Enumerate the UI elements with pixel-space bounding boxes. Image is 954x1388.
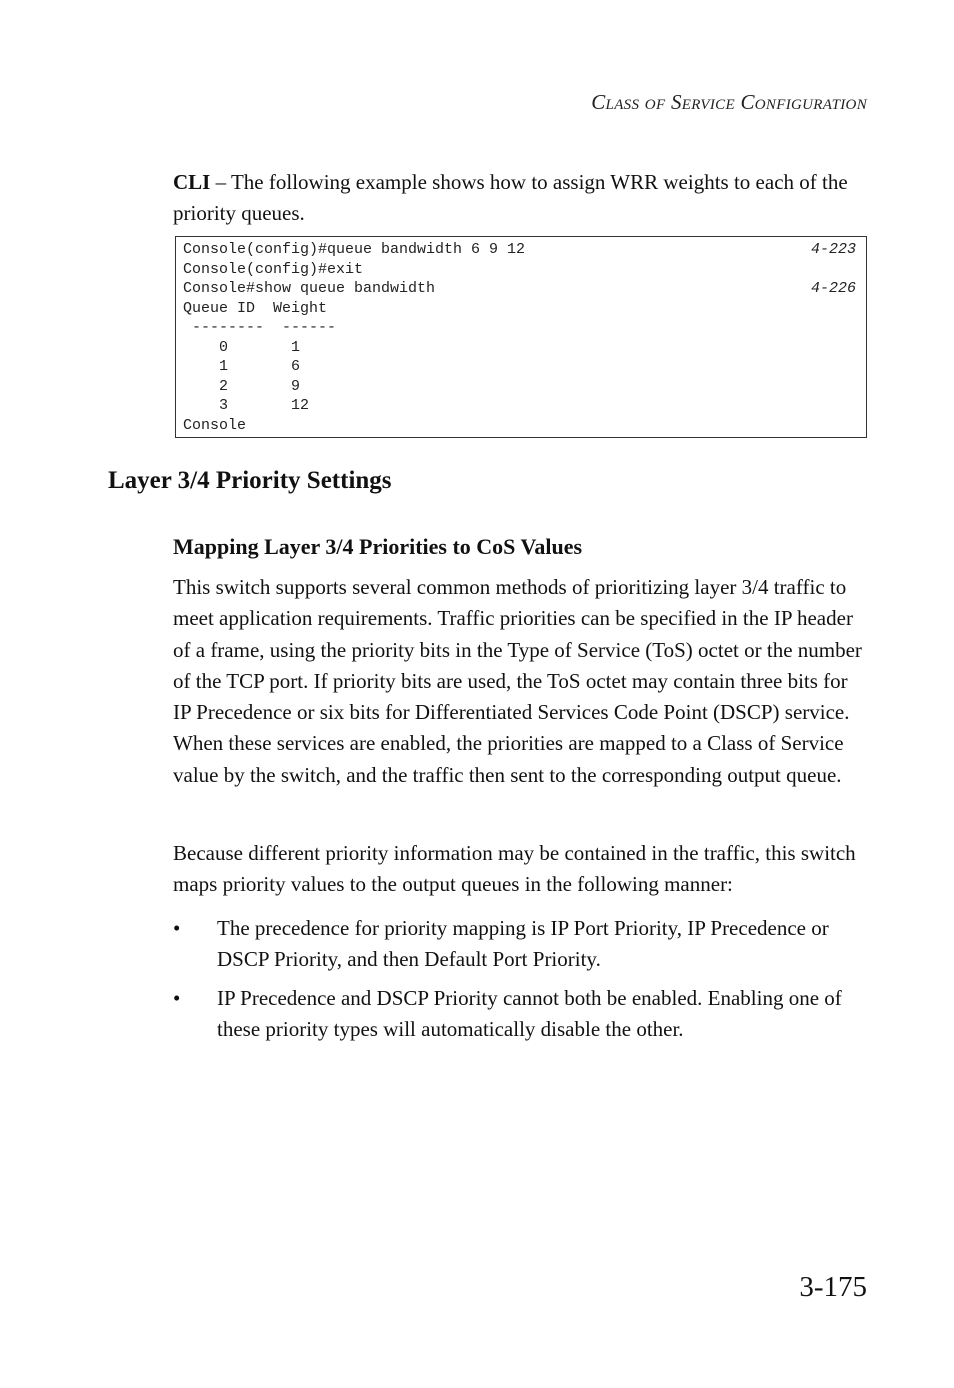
- body-paragraph: Because different priority information may be contained in the traffic, this switch maps priority values to the output queues in the following manner:: [173, 841, 856, 897]
- code-line: [183, 299, 856, 319]
- page-number: 3-175: [799, 1271, 867, 1303]
- code-line: [183, 357, 856, 377]
- code-text: 0 1: [183, 338, 301, 356]
- code-text: Console: [183, 416, 247, 434]
- code-page-ref: 4-226: [810, 280, 856, 297]
- code-text: 3 12: [183, 397, 310, 414]
- list-item: [173, 983, 868, 1045]
- code-line: [183, 377, 856, 397]
- list-item-text: The precedence for priority mapping is IP Port Priority, IP Precedence or DSCP Priority, and then Default Port Priority.: [217, 916, 829, 971]
- code-line: [183, 318, 856, 338]
- cli-code-example: [175, 236, 867, 438]
- running-header: Class of Service Configuration: [591, 90, 867, 114]
- subsection-heading: Mapping Layer 3/4 Priorities to CoS Values: [173, 534, 583, 559]
- code-text: 1 6: [183, 358, 301, 375]
- cli-intro: [173, 167, 873, 229]
- bullet-icon: •: [173, 916, 181, 940]
- code-text: Console#show queue bandwidth: [183, 280, 436, 297]
- list-item-text: IP Precedence and DSCP Priority cannot both be enabled. Enabling one of these priority types will automatically disable the other.: [217, 986, 842, 1041]
- section-heading: Layer 3/4 Priority Settings: [108, 467, 392, 494]
- code-text: 2 9: [183, 377, 301, 395]
- cli-label: CLI: [173, 170, 211, 194]
- code-line: [183, 260, 856, 280]
- code-line: [183, 279, 856, 299]
- code-text: -------- ------: [183, 319, 337, 336]
- bullet-list: [173, 913, 868, 1053]
- body-paragraph: This switch supports several common methods of prioritizing layer 3/4 traffic to meet application requirements. Traffic priorities can be specified in the IP header of a frame, using the priority bits in the Type of Service (ToS) octet or the number of the TCP port. If priority bits are used, the ToS octet may contain three bits for IP Precedence or six bits for Differentiated Services Code Point (DSCP) service. When these services are enabled, the priorities are mapped to a Class of Service value by the switch, and the traffic then sent to the corresponding output queue.: [173, 575, 862, 787]
- code-line: [183, 396, 856, 416]
- cli-intro-text: – The following example shows how to assign WRR weights to each of the priority queues.: [173, 170, 848, 225]
- bullet-icon: •: [173, 986, 181, 1010]
- code-page-ref: 4-223: [810, 241, 856, 258]
- code-line: [183, 240, 856, 260]
- code-text: Queue ID Weight: [183, 299, 328, 317]
- list-item: [173, 913, 868, 975]
- code-text: Console(config)#queue bandwidth 6 9 12: [183, 241, 526, 258]
- code-text: Console(config)#exit: [183, 260, 364, 278]
- code-line: [183, 416, 856, 436]
- code-line: [183, 338, 856, 358]
